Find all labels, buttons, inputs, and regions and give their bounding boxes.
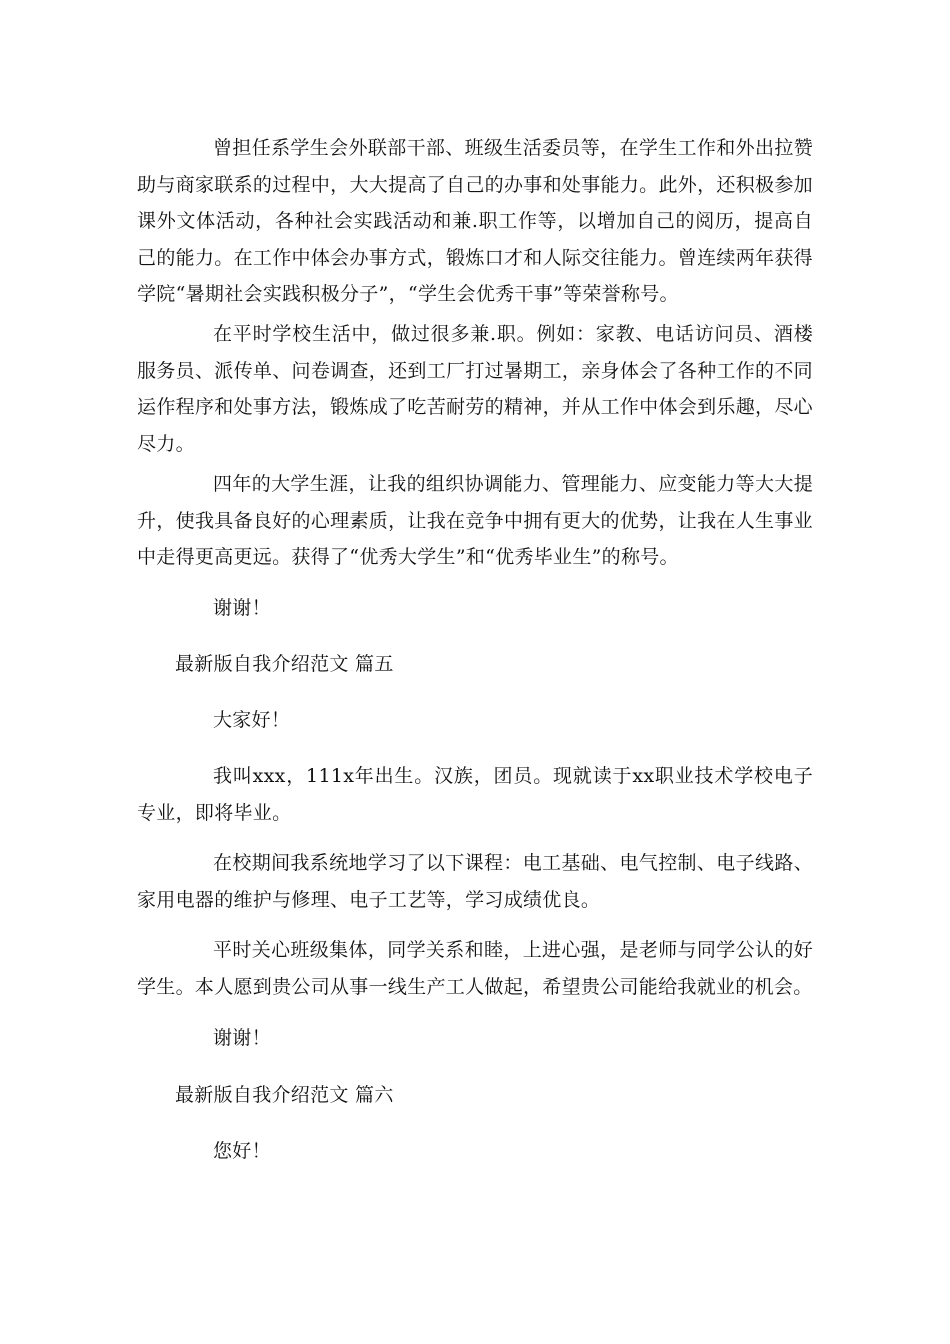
section-heading-five: 最新版自我介绍范文 篇五 bbox=[175, 653, 394, 675]
greeting-text: 您好！ bbox=[213, 1140, 271, 1162]
thanks-text: 谢谢！ bbox=[213, 597, 271, 619]
paragraph-student-union: 曾担任系学生会外联部干部、班级生活委员等，在学生工作和外出拉赞助与商家联系的过程中，大大提高了自己的办事和处事能力。此外，还积极参加课外文体活动，各种社会实践活动和兼.职工作等，以增加自己的阅历，提高自己的能力。在工作中体会办事方式，锻炼口才和人际交往能力。曾连续两年获得学院“暑期社会实践积极分子”，“学生会优秀干事”等荣誉称号。 bbox=[137, 137, 813, 305]
greeting-text: 大家好！ bbox=[213, 709, 291, 731]
paragraph-self-intro: 我叫xxx，111x年出生。汉族，团员。现就读于xx职业技术学校电子专业，即将毕业。 bbox=[137, 765, 813, 824]
paragraph-courses: 在校期间我系统地学习了以下课程：电工基础、电气控制、电子线路、家用电器的维护与修理、电子工艺等，学习成绩优良。 bbox=[137, 852, 813, 911]
paragraph-class-relations: 平时关心班级集体，同学关系和睦，上进心强，是老师与同学公认的好学生。本人愿到贵公司从事一线生产工人做起，希望贵公司能给我就业的机会。 bbox=[137, 939, 813, 998]
paragraph-university-years: 四年的大学生涯，让我的组织协调能力、管理能力、应变能力等大大提升，使我具备良好的心理素质，让我在竞争中拥有更大的优势，让我在人生事业中走得更高更远。获得了“优秀大学生”和“优秀毕业生”的称号。 bbox=[137, 473, 813, 568]
section-heading-six: 最新版自我介绍范文 篇六 bbox=[175, 1084, 394, 1106]
thanks-text: 谢谢！ bbox=[213, 1027, 271, 1049]
paragraph-part-time-jobs: 在平时学校生活中，做过很多兼.职。例如：家教、电话访问员、酒楼服务员、派传单、问卷调查，还到工厂打过暑期工，亲身体会了各种工作的不同运作程序和处事方法，锻炼成了吃苦耐劳的精神，并从工作中体会到乐趣，尽心尽力。 bbox=[137, 323, 813, 455]
